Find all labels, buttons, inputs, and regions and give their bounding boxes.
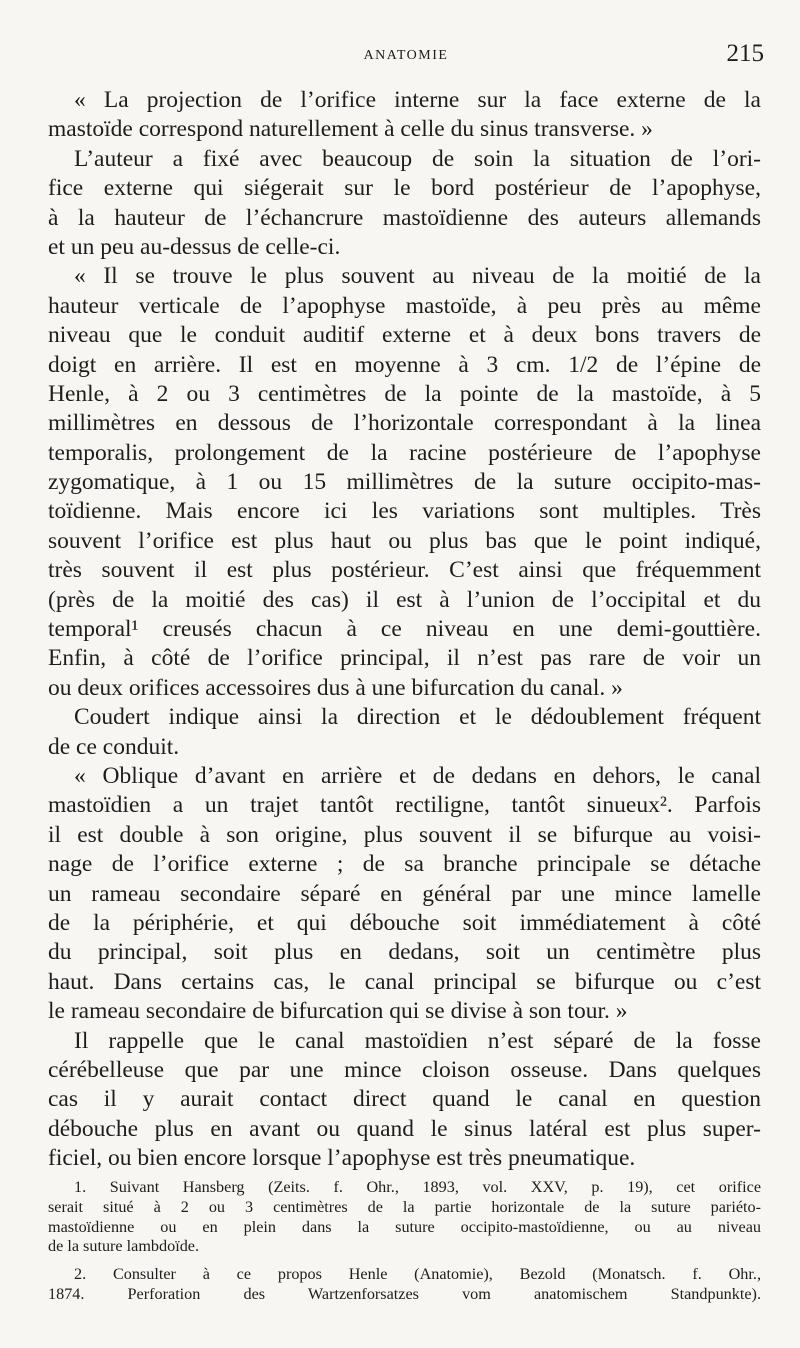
text-line: mastoïdien a un trajet tantôt rectiligne, tantôt sinueux². Parfois [48,792,761,819]
text-line: (près de la moitié des cas) il est à l’union de l’occipital et du [48,586,761,613]
text-line: du principal, soit plus en dedans, soit un centimètre plus [48,939,761,966]
text-line: « Il se trouve le plus souvent au niveau de la moitié de la [74,263,761,290]
text-line: un rameau secondaire séparé en général par une mince lamelle [48,880,761,907]
text-line: souvent l’orifice est plus haut ou plus bas que le point indiqué, [48,527,761,554]
text-line: de ce conduit. [48,733,180,760]
text-line: toïdienne. Mais encore ici les variations sont multiples. Très [48,498,761,525]
text-line: à la hauteur de l’échancrure mastoïdienne des auteurs allemands [48,204,761,231]
text-line: temporalis, prolongement de la racine postérieure de l’apophyse [48,439,761,466]
footnote-line: serait situé à 2 ou 3 centimètres de la partie horizontale de la suture pariéto- [48,1197,761,1216]
text-line: Il rappelle que le canal mastoïdien n’est séparé de la fosse [74,1027,761,1054]
text-line: cas il y aurait contact direct quand le canal en question [48,1086,761,1113]
text-line: Enfin, à côté de l’orifice principal, il n’est pas rare de voir un [48,645,761,672]
text-line: très souvent il est plus postérieur. C’est ainsi que fréquemment [48,557,761,584]
text-line: Henle, à 2 ou 3 centimètres de la pointe de la mastoïde, à 5 [48,380,761,407]
text-line: ficiel, ou bien encore lorsque l’apophyse est très pneumatique. [48,1145,636,1172]
footnotes [48,1178,761,1305]
text-line: débouche plus en avant ou quand le sinus latéral est plus super- [48,1115,761,1142]
footnote-line: 1. Suivant Hansberg (Zeits. f. Ohr., 1893, vol. XXV, p. 19), cet orifice [74,1178,761,1196]
text-line: temporal¹ creusés chacun à ce niveau en une demi-gouttière. [48,616,761,643]
text-line: le rameau secondaire de bifurcation qui se divise à son tour. » [48,998,628,1025]
text-line: cérébelleuse que par une mince cloison osseuse. Dans quelques [48,1056,761,1083]
text-line: millimètres en dessous de l’horizontale correspondant à la linea [48,410,761,437]
text-line: zygomatique, à 1 ou 15 millimètres de la suture occipito-mas- [48,469,761,496]
running-head: ANATOMIE [363,48,449,63]
text-line: haut. Dans certains cas, le canal principal se bifurque ou c’est [48,968,761,995]
text-line: « Oblique d’avant en arrière et de dedans en dehors, le canal [74,762,761,789]
footnote-line: 2. Consulter à ce propos Henle (Anatomie), Bezold (Monatsch. f. Ohr., [74,1265,761,1284]
footnote-line: de la suture lambdoïde. [48,1237,200,1256]
text-line: niveau que le conduit auditif externe et à deux bons travers de [48,322,761,349]
text-line: ou deux orifices accessoires dus à une bifurcation du canal. » [48,674,623,701]
body-text [48,86,761,1173]
page-header [48,40,764,74]
text-line: fice externe qui siégerait sur le bord postérieur de l’apophyse, [48,175,761,202]
text-line: mastoïde correspond naturellement à celle du sinus transverse. » [48,116,653,143]
text-line: doigt en arrière. Il est en moyenne à 3 cm. 1/2 de l’épine de [48,351,761,378]
text-line: nage de l’orifice externe ; de sa branche principale se détache [48,851,761,878]
text-line: et un peu au-dessus de celle-ci. [48,233,341,260]
text-line: de la périphérie, et qui débouche soit immédiatement à côté [48,909,761,936]
text-line: hauteur verticale de l’apophyse mastoïde, à peu près au même [48,292,761,319]
text-line: Coudert indique ainsi la direction et le dédoublement fréquent [74,704,761,731]
footnote-spacer [48,1257,761,1265]
text-line: « La projection de l’orifice interne sur la face externe de la [74,87,761,113]
text-line: L’auteur a fixé avec beaucoup de soin la situation de l’ori- [74,145,761,172]
page-number: 215 [726,40,764,67]
footnote-line: mastoïdienne ou en plein dans la suture occipito-mastoïdienne, ou au niveau [48,1217,761,1236]
footnote-line: 1874. Perforation des Wartzenforsatzes vom anatomischem Standpunkte). [48,1284,761,1303]
text-line: il est double à son origine, plus souvent il se bifurque au voisi- [48,821,761,848]
